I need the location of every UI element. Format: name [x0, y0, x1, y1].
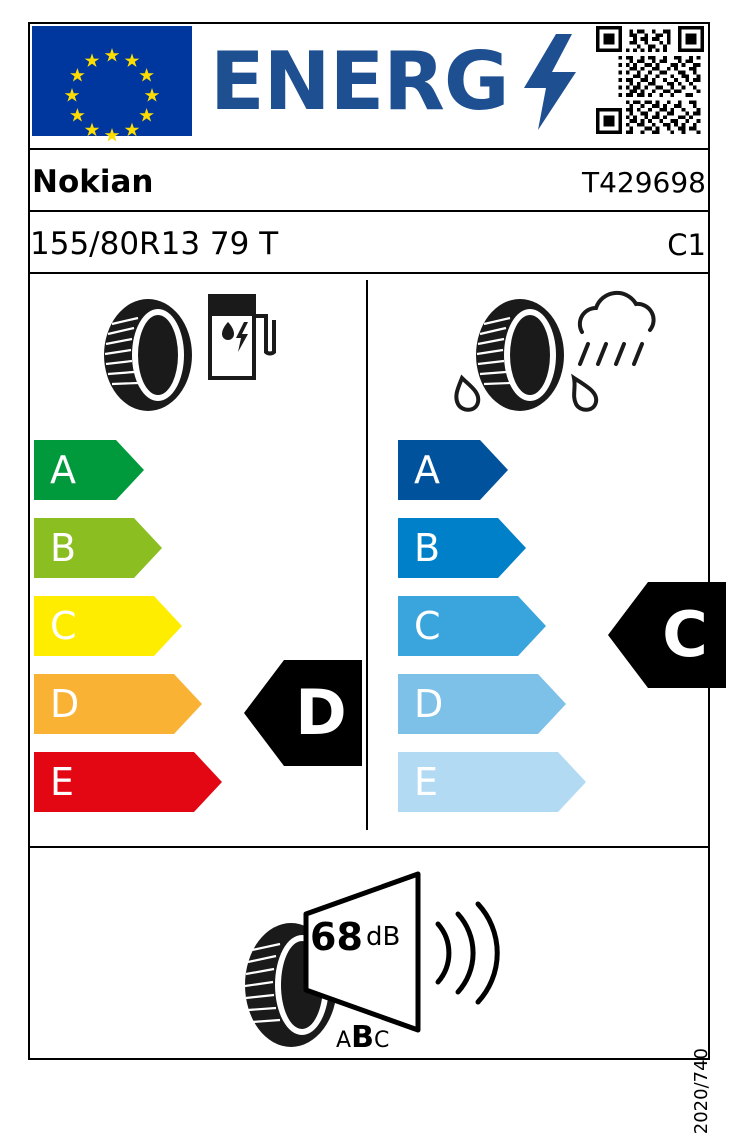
noise-class-a: A — [336, 1028, 352, 1053]
divider-columns — [366, 280, 368, 830]
grade-letter: E — [414, 760, 439, 804]
regulation-reference: 2020/740 — [691, 1048, 712, 1134]
grade-letter: E — [50, 760, 75, 804]
noise-class-c: C — [373, 1028, 390, 1053]
page-title: ENERG — [210, 35, 509, 128]
grade-row-fuel-c — [34, 596, 182, 656]
qr-code-icon — [596, 26, 704, 134]
grade-letter: D — [414, 682, 444, 726]
noise-class — [336, 1020, 389, 1055]
noise-unit: dB — [366, 922, 401, 952]
tyre-icon — [96, 296, 200, 414]
grade-row-fuel-b — [34, 518, 162, 578]
grade-letter: C — [414, 604, 441, 648]
grade-row-wet-d — [398, 674, 566, 734]
grade-letter: A — [414, 448, 440, 492]
fuel-pump-icon — [206, 286, 276, 382]
grade-row-wet-a — [398, 440, 508, 500]
tyre-class: C1 — [667, 228, 706, 262]
fuel-result-letter: D — [295, 676, 347, 749]
water-splash-icon — [448, 364, 608, 424]
grade-letter: B — [50, 526, 77, 570]
grade-row-fuel-e — [34, 752, 222, 812]
grade-row-fuel-d — [34, 674, 202, 734]
fuel-result-pointer — [244, 660, 362, 766]
grade-letter: B — [414, 526, 441, 570]
grade-row-wet-c — [398, 596, 546, 656]
sound-wave-icon — [430, 898, 500, 1008]
wet-result-letter: C — [662, 598, 708, 671]
divider-brand — [30, 210, 708, 212]
eu-flag-icon — [32, 26, 192, 136]
noise-class-selected: B — [351, 1020, 374, 1055]
divider-size — [30, 272, 708, 274]
grade-row-wet-b — [398, 518, 526, 578]
divider-noise — [30, 846, 708, 848]
grade-letter: A — [50, 448, 76, 492]
energy-bolt-icon — [520, 34, 580, 130]
tyre-code: T429698 — [582, 166, 706, 199]
brand-name: Nokian — [32, 164, 154, 200]
noise-value: 68 — [310, 915, 363, 959]
grade-row-wet-e — [398, 752, 586, 812]
tyre-size: 155/80R13 79 T — [30, 226, 279, 262]
wet-result-pointer — [608, 582, 726, 688]
grade-letter: C — [50, 604, 77, 648]
grade-letter: D — [50, 682, 80, 726]
divider-header — [30, 148, 708, 150]
grade-row-fuel-a — [34, 440, 144, 500]
